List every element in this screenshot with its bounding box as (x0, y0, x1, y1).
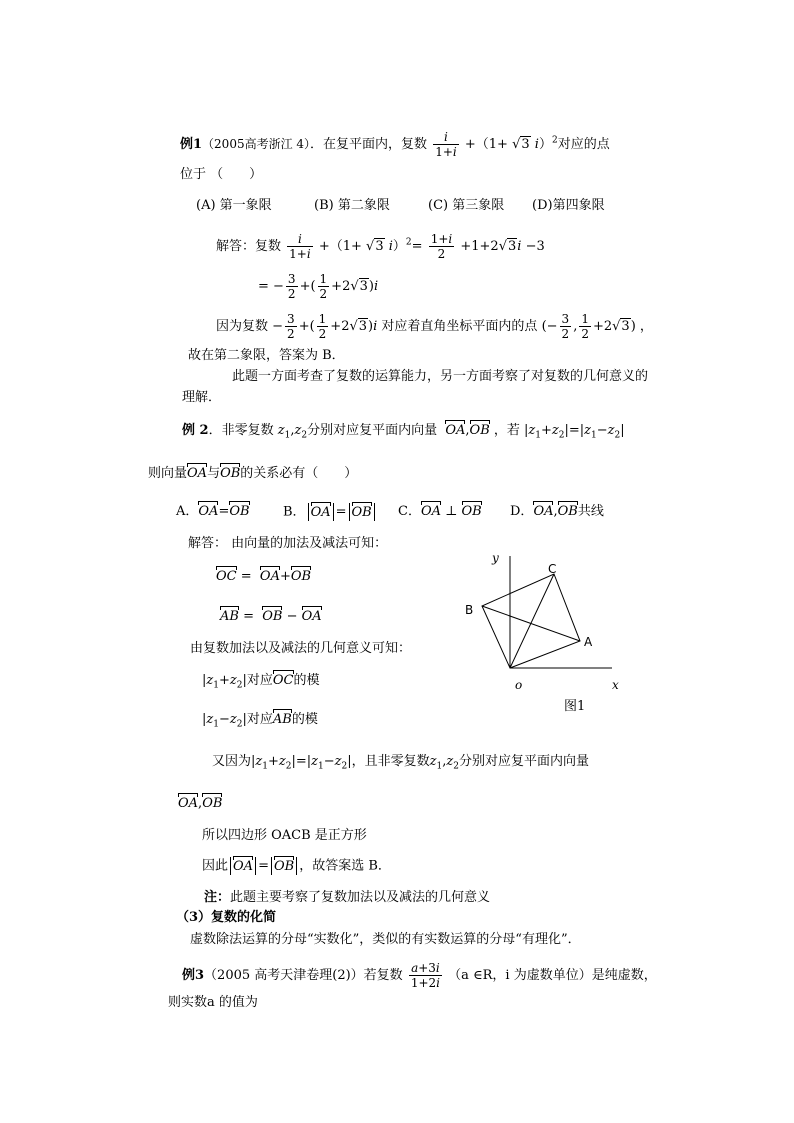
ex1-reason-line: 因为复数 − $\frac{3}{2}$ +( $\frac{1}{2}$ +2√3)i 对应着直角坐标平面内的点 (− $\frac{3}{2}$ , $\frac{1}{2}$ +2√3) ， (216, 312, 653, 341)
ex2-option-c-label: C． (398, 504, 421, 519)
ex2-vectors: OA,OB (178, 796, 223, 811)
point-b-label: B (465, 603, 474, 617)
ex2-option-d-label: D． (510, 504, 534, 519)
ex1-answer-label: 解答：复数 (216, 239, 282, 254)
ex2-corr-diff-tail: 的模 (291, 712, 318, 727)
ex1-stem-b: 对应的点 (557, 137, 610, 152)
ex1-note-a: 此题一方面考查了复数的运算能力，另一方面考察了对复数的几何意义的 (232, 369, 649, 384)
ex2-also-a: 又因为 (212, 754, 252, 769)
section3-heading: （3）复数的化简 (176, 910, 277, 925)
ex2-square: 所以四边形 OACB 是正方形 (202, 828, 367, 843)
ex2-geo-text: 由复数加法以及减法的几何意义可知： (190, 641, 412, 656)
ex1-source: （2005高考浙江 4） (202, 137, 311, 151)
ex2-corr-sum-label: 对应 (246, 673, 273, 688)
ex1-note-b: 理解． (182, 390, 222, 405)
ex2-option-d-tail: 共线 (577, 504, 604, 519)
axis-x-label: x (612, 678, 619, 692)
ex2-note (204, 889, 490, 907)
ex2-answer-label: 解答： (188, 536, 228, 551)
ex1-frac: $\frac{i}{1+i}$ (435, 130, 457, 159)
ex2-corr-sum-tail: 的模 (293, 673, 320, 688)
complex-plane-figure (462, 548, 632, 718)
ex2-stem-b: 分别对应复平面内向量 (307, 423, 438, 438)
ex1-stem-a: ．在复平面内，复数 (310, 137, 428, 152)
ex1-stem-c: 位于 （ ） (180, 167, 263, 182)
ex2-option-d: D．OA,OB共线 (510, 504, 604, 519)
ex1-answer-line2: = − $\frac{3}{2}$ +( $\frac{1}{2}$ +2√3)i (258, 272, 379, 301)
ex2-note-text: 此题主要考察了复数加法以及减法的几何意义 (230, 890, 491, 905)
origin-label: o (515, 678, 523, 692)
ex1-option-a: (A) 第一象限 (196, 198, 272, 213)
ex1-option-d: (D)第四象限 (532, 198, 605, 213)
diagonal-ab (482, 606, 580, 641)
ex2-eq-oc: OC = OA+OB (216, 569, 312, 584)
ex2-title: 例 2 (182, 423, 209, 438)
ex2-note-label: 注： (204, 890, 231, 905)
ex1-reason-b: 对应着直角坐标平面内的点 (381, 319, 538, 334)
figure-caption: 图1 (564, 699, 586, 714)
section3-text: 虚数除法运算的分母“实数化”，类似的有实数运算的分母“有理化”． (190, 932, 581, 947)
ex2-also-line: 又因为$|z_1+z_2|=|z_1-z_2|$，且非零复数$z_1,z_2$分别对应复平面内向量 (212, 754, 589, 772)
ex2-answer-line (188, 535, 387, 553)
square-oacb (482, 574, 580, 668)
ex1-option-b: (B) 第二象限 (314, 198, 390, 213)
ex1-stem-line: 例1（2005高考浙江 4）．在复平面内，复数 $\frac{i}{1+i}$ +（1+ √3 i）$^2$对应的点 (180, 130, 610, 159)
ex2-option-c: C．OA ⊥ OB (398, 504, 482, 519)
ex1-title: 例1 (180, 137, 203, 152)
ex1-conclusion: 故在第二象限，答案为 B． (188, 348, 345, 363)
ex3-title: 例3 (182, 968, 205, 983)
ex1-option-c: (C) 第三象限 (428, 198, 505, 213)
ex1-answer-line: 解答：复数 $\frac{i}{1+i}$ +（1+ √3 i）$^2$= $\frac{1+i}{2}$ +1+2√3i −3 (216, 232, 545, 261)
ex2-stem-c: ，若 (493, 423, 520, 438)
ex2-therefore: 因此 OA = OB ，故答案选 B． (202, 858, 391, 874)
ex2-therefore-b: ，故答案选 B． (299, 858, 391, 874)
ex2-option-b-label: B． (283, 504, 306, 520)
ex1-reason-a: 因为复数 (216, 319, 269, 334)
ex2-stem-line2: 则向量OA与OB的关系必有（ ） (148, 466, 358, 481)
ex2-option-b: B． OA = OB (283, 503, 377, 522)
ex3-source: （2005 高考天津卷理(2)）若复数 (204, 968, 403, 983)
ex3-cond: （a ∈R，i 为虚数单位）是纯虚数， (448, 968, 657, 983)
ex2-stem-f: 的关系必有（ ） (240, 466, 358, 481)
ex2-also-b: ，且非零复数 (351, 754, 430, 769)
ex2-answer-text: 由向量的加法及减法可知： (231, 536, 388, 551)
ex3-stem-line: 例3（2005 高考天津卷理(2)）若复数 $\frac{a+3i}{1+2i}$ （a ∈R，i 为虚数单位）是纯虚数， (182, 961, 657, 990)
ex2-corr-sum: $|z_1+z_2|$对应OC的模 (202, 673, 320, 691)
ex2-stem-e: 与 (207, 466, 221, 481)
ex2-eq-ab: AB = OB − OA (220, 609, 322, 624)
ex2-corr-diff-label: 对应 (246, 712, 273, 727)
ex2-stem-line: 例 2．非零复数 $z_1,z_2$分别对应复平面内向量 OA,OB ，若 $|z_1+z_2|=|z_1-z_2|$ (182, 423, 625, 441)
ex2-also-c: 分别对应复平面内向量 (458, 754, 589, 769)
axis-y-label: y (492, 551, 499, 565)
ex2-option-a-label: A． (176, 504, 199, 519)
ex2-option-a: A．OA=OB (176, 504, 250, 519)
ex2-corr-diff: $|z_1-z_2|$对应AB的模 (202, 712, 318, 730)
ex2-stem-d: 则向量 (148, 466, 188, 481)
ex2-stem-a: ．非零复数 (208, 423, 274, 438)
ex2-therefore-a: 因此 (202, 858, 229, 874)
point-c-label: C (548, 562, 557, 576)
point-a-label: A (584, 635, 593, 649)
ex3-ask: 则实数a 的值为 (168, 995, 258, 1010)
